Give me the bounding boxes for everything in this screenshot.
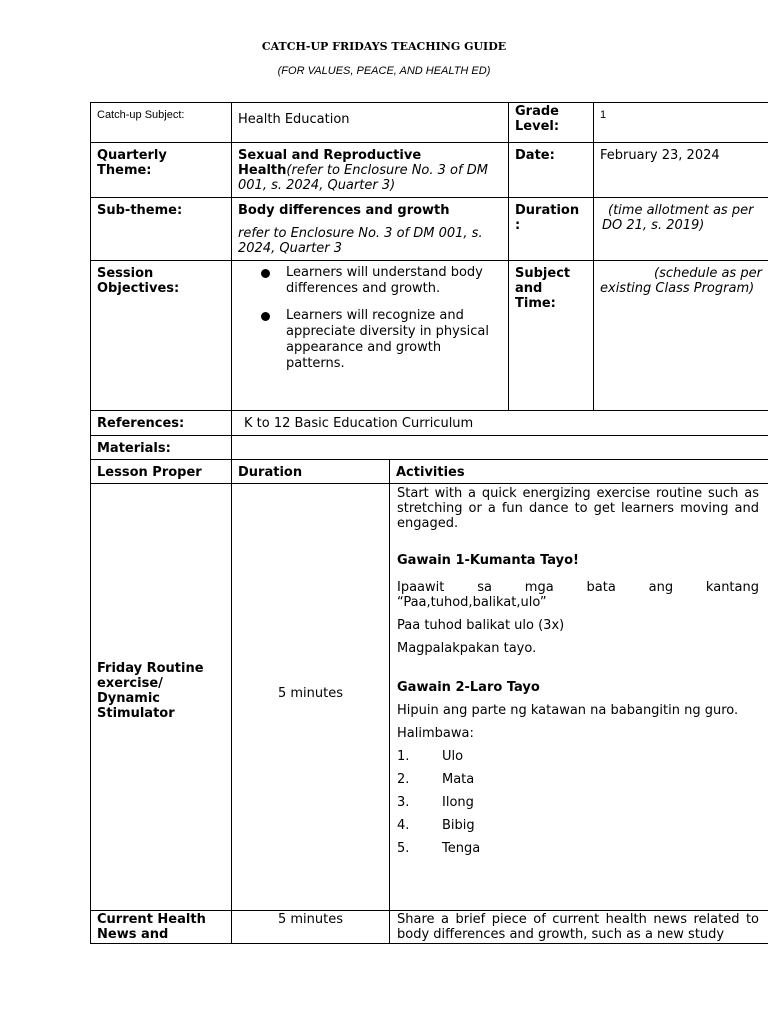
lesson-proper-header: Lesson Proper bbox=[90, 459, 232, 484]
grade-level-value: 1 bbox=[593, 102, 768, 143]
objective-text: Learners will recognize and appreciate diversity in physical appearance and growth patterns. bbox=[286, 308, 489, 371]
list-text: Tenga bbox=[442, 841, 481, 856]
health-news-label: Current Health News and bbox=[90, 910, 232, 944]
theme-title: Sexual and Reproductive Health bbox=[238, 148, 422, 178]
song-title: “Paa,tuhod,balikat,ulo” bbox=[397, 595, 547, 610]
friday-routine-duration: 5 minutes bbox=[231, 483, 390, 911]
song-line: Paa tuhod balikat ulo (3x) bbox=[397, 618, 565, 633]
instruction-word: sa bbox=[477, 580, 492, 595]
instruction-word: ang bbox=[648, 580, 674, 595]
instruction-word: Ipaawit bbox=[397, 580, 445, 595]
objective-item bbox=[286, 265, 502, 297]
subject-value: Health Education bbox=[231, 102, 509, 143]
materials-label: Materials: bbox=[90, 435, 232, 460]
materials-value bbox=[231, 435, 768, 460]
objective-item bbox=[286, 308, 502, 372]
list-text: Ulo bbox=[442, 749, 464, 764]
list-number: 2. bbox=[397, 772, 410, 787]
instruction-word: bata bbox=[586, 580, 616, 595]
session-objectives-list bbox=[231, 260, 509, 411]
list-number: 1. bbox=[397, 749, 410, 764]
body-parts-list bbox=[397, 749, 759, 856]
sub-theme-label: Sub-theme: bbox=[90, 197, 232, 261]
references-label: References: bbox=[90, 410, 232, 436]
instruction-word: mga bbox=[524, 580, 554, 595]
list-item bbox=[397, 818, 759, 833]
quarterly-theme-value bbox=[231, 142, 509, 198]
document-title: CATCH-UP FRIDAYS TEACHING GUIDE bbox=[261, 40, 507, 53]
example-label: Halimbawa: bbox=[397, 726, 474, 741]
bullet-icon bbox=[261, 269, 270, 278]
health-news-activity: Share a brief piece of current health news related to body differences and growth, such as a new study bbox=[389, 910, 768, 944]
song-line: Magpalakpakan tayo. bbox=[397, 641, 537, 656]
list-number: 5. bbox=[397, 841, 410, 856]
grade-level-label: Grade Level: bbox=[508, 102, 594, 143]
health-news-duration: 5 minutes bbox=[231, 910, 390, 944]
friday-routine-activities bbox=[389, 483, 768, 911]
duration-label: Duration : bbox=[508, 197, 594, 261]
subject-time-value: (schedule as per existing Class Program) bbox=[593, 260, 768, 411]
objective-text: Learners will understand body differences and growth. bbox=[286, 265, 483, 296]
gawain-1-title: Gawain 1-Kumanta Tayo! bbox=[397, 553, 579, 568]
friday-routine-label: Friday Routine exercise/ Dynamic Stimulator bbox=[90, 483, 232, 911]
document-subtitle: (FOR VALUES, PEACE, AND HEALTH ED) bbox=[277, 65, 491, 77]
list-text: Ilong bbox=[442, 795, 474, 810]
references-value: K to 12 Basic Education Curriculum bbox=[231, 410, 768, 436]
list-item bbox=[397, 841, 759, 856]
list-item bbox=[397, 749, 759, 764]
list-text: Bibig bbox=[442, 818, 475, 833]
subject-time-label: Subject and Time: bbox=[508, 260, 594, 411]
bullet-icon bbox=[261, 312, 270, 321]
sub-theme-title: Body differences and growth bbox=[238, 203, 450, 218]
gawain-1-instruction bbox=[397, 580, 759, 595]
list-item bbox=[397, 795, 759, 810]
sub-theme-reference: refer to Enclosure No. 3 of DM 001, s. 2024, Quarter 3 bbox=[238, 226, 483, 256]
list-item bbox=[397, 772, 759, 787]
gawain-2-description: Hipuin ang parte ng katawan na babangitin ng guro. bbox=[397, 703, 739, 718]
activity-intro: Start with a quick energizing exercise routine such as stretching or a fun dance to get learners moving and engaged. bbox=[397, 486, 759, 531]
date-label: Date: bbox=[508, 142, 594, 198]
instruction-word: kantang bbox=[705, 580, 759, 595]
session-objectives-label: Session Objectives: bbox=[90, 260, 232, 411]
list-text: Mata bbox=[442, 772, 475, 787]
list-number: 4. bbox=[397, 818, 410, 833]
sub-theme-value bbox=[231, 197, 509, 261]
gawain-2-title: Gawain 2-Laro Tayo bbox=[397, 680, 540, 695]
list-number: 3. bbox=[397, 795, 410, 810]
duration-value: (time allotment as per DO 21, s. 2019) bbox=[593, 197, 768, 261]
duration-header: Duration bbox=[231, 459, 390, 484]
activities-header: Activities bbox=[389, 459, 768, 484]
date-value: February 23, 2024 bbox=[593, 142, 768, 198]
teaching-guide-table bbox=[90, 102, 768, 944]
subject-label: Catch-up Subject: bbox=[90, 102, 232, 143]
theme-reference: (refer to Enclosure No. 3 of DM 001, s. 2024, Quarter 3) bbox=[238, 163, 488, 193]
quarterly-theme-label: Quarterly Theme: bbox=[90, 142, 232, 198]
